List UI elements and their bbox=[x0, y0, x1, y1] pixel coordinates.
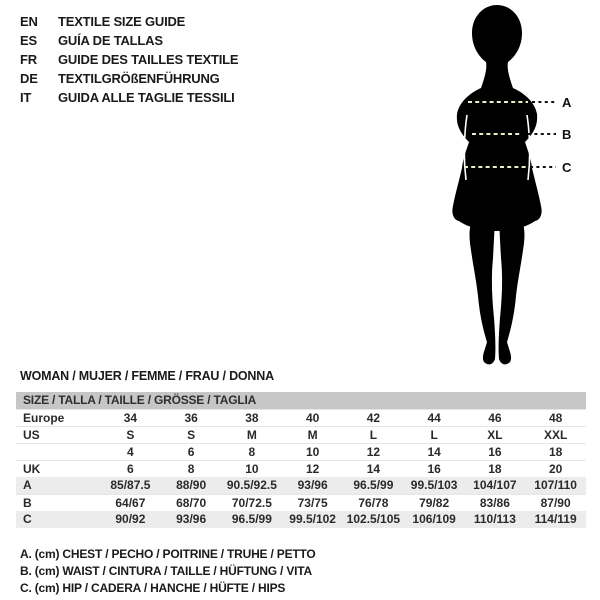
table-cell: 83/86 bbox=[479, 496, 510, 510]
table-cell: 6 bbox=[127, 462, 134, 476]
table-cell: 104/107 bbox=[473, 478, 517, 492]
silhouette-left-leg bbox=[470, 200, 496, 364]
table-cell: 40 bbox=[305, 411, 320, 425]
table-cell: 14 bbox=[366, 462, 381, 476]
language-title: TEXTILGRÖßENFÜHRUNG bbox=[58, 71, 220, 86]
legend-line: C. (cm) HIP / CADERA / HANCHE / HÜFTE / HIPS bbox=[20, 581, 286, 595]
table-cell: 18 bbox=[548, 445, 563, 459]
table-cell: 14 bbox=[427, 445, 441, 459]
table-cell: 106/109 bbox=[412, 512, 456, 526]
table-cell: 4 bbox=[127, 445, 134, 459]
language-code: EN bbox=[20, 14, 38, 29]
table-cell: 34 bbox=[123, 411, 138, 425]
row-label: C bbox=[23, 512, 32, 526]
table-cell: 8 bbox=[187, 462, 195, 476]
table-cell: L bbox=[369, 428, 378, 442]
row-label: B bbox=[23, 496, 32, 510]
silhouette-right-leg bbox=[499, 200, 525, 364]
table-cell: 16 bbox=[488, 445, 502, 459]
table-cell: 44 bbox=[427, 411, 441, 425]
table-cell: L bbox=[430, 428, 438, 442]
table-row bbox=[16, 477, 586, 494]
table-cell: 99.5/103 bbox=[410, 478, 458, 492]
table-cell: 96.5/99 bbox=[231, 512, 272, 526]
language-code: FR bbox=[20, 52, 37, 67]
table-cell: 10 bbox=[245, 462, 259, 476]
table-cell: 85/87.5 bbox=[110, 478, 151, 492]
table-cell: 114/119 bbox=[534, 512, 577, 526]
table-cell: 36 bbox=[184, 411, 198, 425]
table-cell: 64/67 bbox=[115, 496, 146, 510]
language-code: DE bbox=[20, 71, 38, 86]
table-cell: M bbox=[307, 428, 318, 442]
table-cell: 8 bbox=[248, 445, 256, 459]
table-cell: 42 bbox=[366, 411, 381, 425]
table-cell: 90.5/92.5 bbox=[226, 478, 277, 492]
table-row bbox=[16, 511, 586, 528]
table-cell: 110/113 bbox=[473, 512, 516, 526]
table-cell: S bbox=[126, 428, 135, 442]
row-label: US bbox=[23, 428, 40, 442]
table-cell: 93/96 bbox=[297, 478, 328, 492]
table-cell: 87/90 bbox=[540, 496, 571, 510]
table-cell: 46 bbox=[488, 411, 502, 425]
table-row bbox=[16, 494, 586, 511]
table-cell: 93/96 bbox=[176, 512, 207, 526]
table-cell: 76/78 bbox=[358, 496, 389, 510]
table-cell: 102.5/105 bbox=[346, 512, 401, 526]
size-table bbox=[16, 392, 586, 528]
table-cell: 18 bbox=[488, 462, 502, 476]
row-label bbox=[16, 444, 100, 460]
table-cell: 6 bbox=[187, 445, 195, 459]
table-cell: 48 bbox=[548, 411, 563, 425]
table-cell: 73/75 bbox=[297, 496, 328, 510]
legend-line: B. (cm) WAIST / CINTURA / TAILLE / HÜFTUNG / VITA bbox=[20, 564, 312, 578]
table-cell: 88/90 bbox=[176, 478, 207, 492]
hip-marker-label: C bbox=[562, 160, 572, 175]
table-cell: 10 bbox=[305, 445, 320, 459]
language-code: ES bbox=[20, 33, 37, 48]
table-cell: 38 bbox=[245, 411, 259, 425]
table-cell: XXL bbox=[543, 428, 568, 442]
size-table-body bbox=[16, 409, 586, 528]
chest-marker-label: A bbox=[562, 95, 572, 110]
table-cell: 90/92 bbox=[115, 512, 146, 526]
waist-marker-label: B bbox=[562, 127, 572, 142]
table-row bbox=[16, 443, 586, 460]
table-row bbox=[16, 460, 586, 477]
row-label: A bbox=[23, 478, 32, 492]
row-label: Europe bbox=[23, 411, 65, 425]
language-code: IT bbox=[20, 90, 32, 105]
table-row bbox=[16, 426, 586, 443]
table-cell: S bbox=[187, 428, 196, 442]
table-cell: 107/110 bbox=[534, 478, 577, 492]
table-cell: 96.5/99 bbox=[353, 478, 394, 492]
table-row bbox=[16, 409, 586, 426]
table-cell: 79/82 bbox=[419, 496, 450, 510]
table-cell: 70/72.5 bbox=[231, 496, 272, 510]
legend-line: A. (cm) CHEST / PECHO / POITRINE / TRUHE / PETTO bbox=[20, 547, 316, 561]
table-cell: XL bbox=[487, 428, 503, 442]
table-cell: 16 bbox=[427, 462, 441, 476]
table-cell: 99.5/102 bbox=[289, 512, 336, 526]
section-title: WOMAN / MUJER / FEMME / FRAU / DONNA bbox=[20, 369, 274, 383]
table-cell: 12 bbox=[366, 445, 381, 459]
table-cell: 12 bbox=[305, 462, 320, 476]
row-label: UK bbox=[23, 462, 41, 476]
measurement-legend bbox=[20, 546, 316, 597]
table-cell: 20 bbox=[548, 462, 563, 476]
language-title: GUÍA DE TALLAS bbox=[58, 33, 163, 48]
table-cell: 68/70 bbox=[176, 496, 207, 510]
size-table-header: SIZE / TALLA / TAILLE / GRÖSSE / TAGLIA bbox=[16, 392, 586, 409]
language-title: TEXTILE SIZE GUIDE bbox=[58, 14, 186, 29]
language-title: GUIDA ALLE TAGLIE TESSILI bbox=[58, 90, 235, 105]
table-cell: M bbox=[246, 428, 257, 442]
language-title: GUIDE DES TAILLES TEXTILE bbox=[58, 52, 239, 67]
